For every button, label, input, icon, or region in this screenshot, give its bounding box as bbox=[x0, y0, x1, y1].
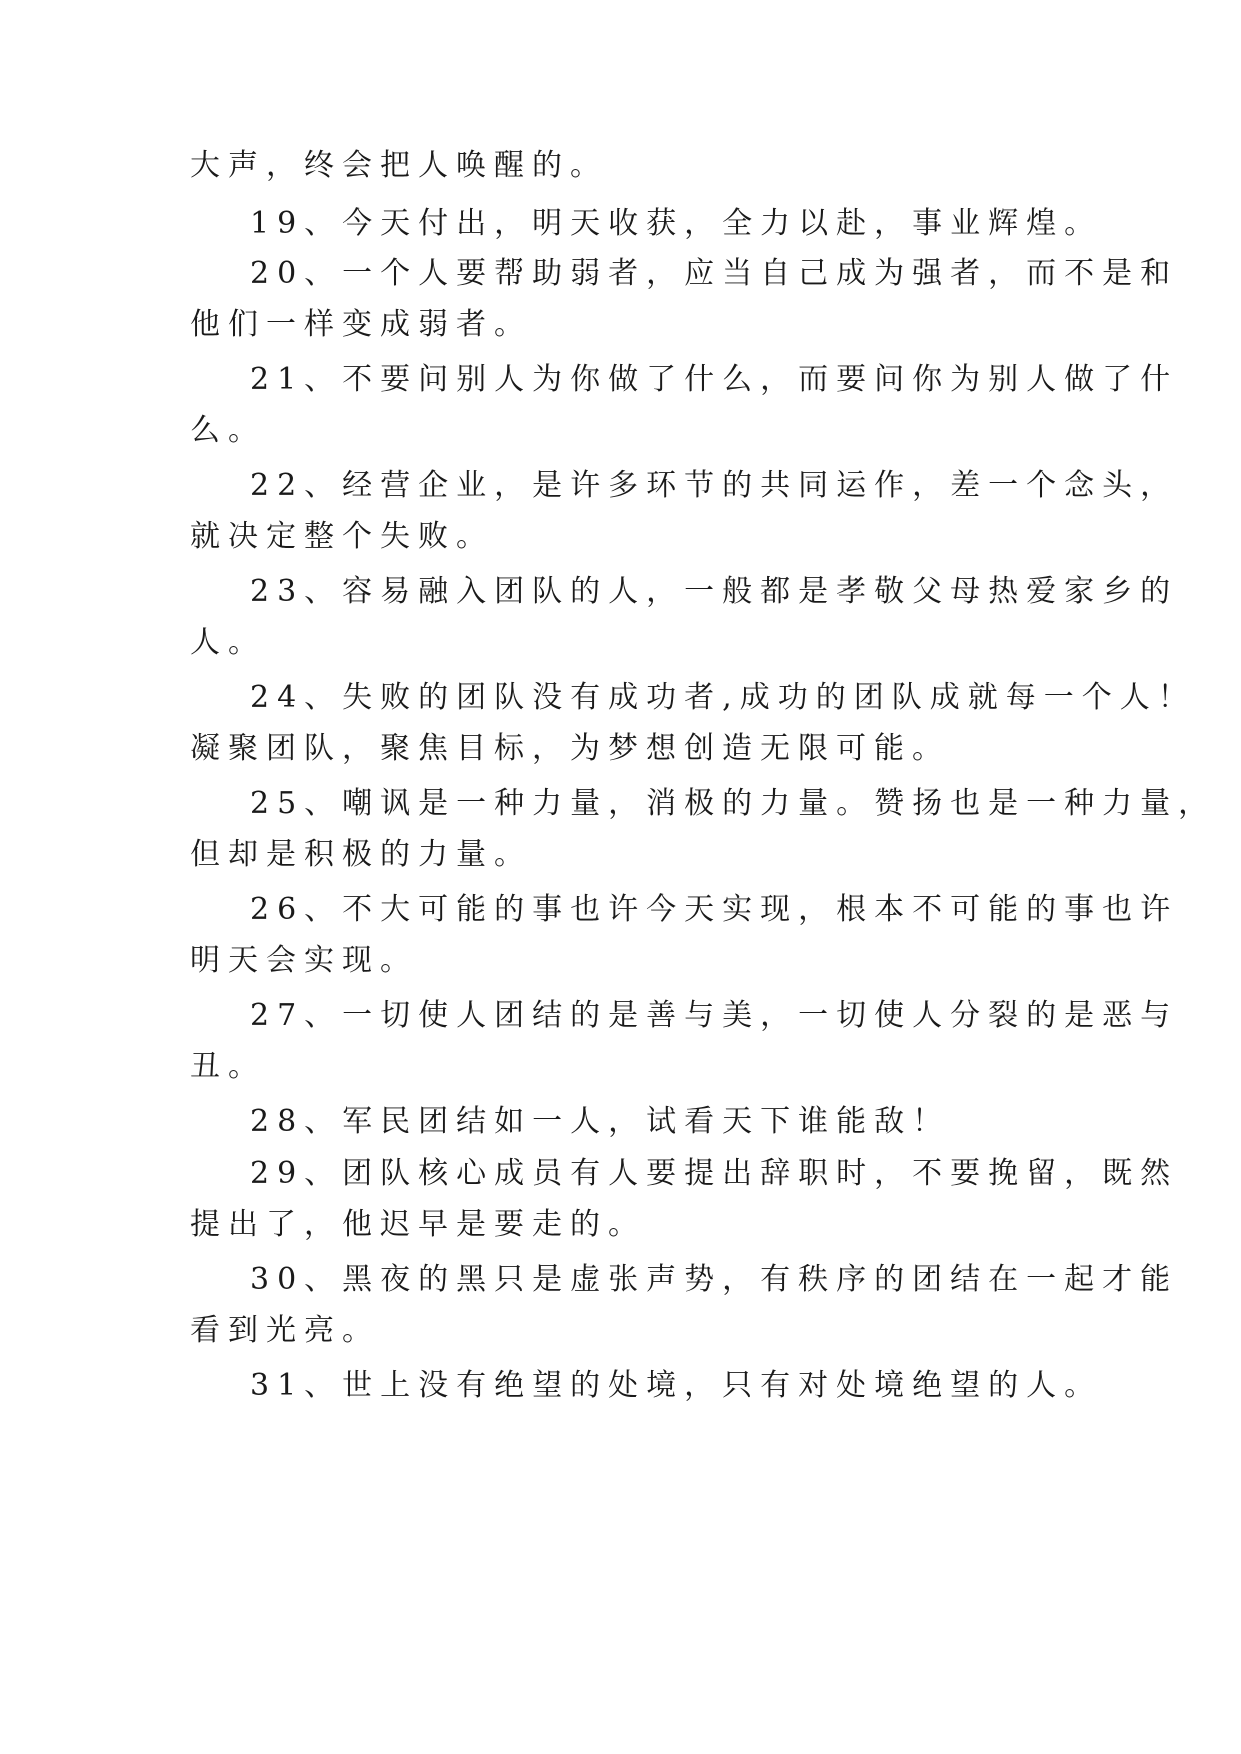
paragraph-line: 提出了，他迟早是要走的。 bbox=[190, 1207, 646, 1242]
paragraph-line: 丑。 bbox=[190, 1049, 266, 1084]
paragraph-line: 明天会实现。 bbox=[190, 943, 418, 978]
paragraph-line: 23、容易融入团队的人，一般都是孝敬父母热爱家乡的 bbox=[250, 574, 1179, 609]
paragraph-line: 大声，终会把人唤醒的。 bbox=[190, 148, 608, 183]
paragraph-line: 么。 bbox=[190, 413, 266, 448]
paragraph-line: 30、黑夜的黑只是虚张声势，有秩序的团结在一起才能 bbox=[250, 1262, 1179, 1297]
paragraph-line: 看到光亮。 bbox=[190, 1313, 380, 1348]
paragraph-line: 28、军民团结如一人，试看天下谁能敌！ bbox=[250, 1104, 951, 1139]
paragraph-line: 24、失败的团队没有成功者,成功的团队成就每一个人！ bbox=[250, 680, 1196, 715]
paragraph-line: 27、一切使人团结的是善与美，一切使人分裂的是恶与 bbox=[250, 998, 1179, 1033]
paragraph-line: 25、嘲讽是一种力量，消极的力量。赞扬也是一种力量， bbox=[250, 786, 1217, 821]
paragraph-line: 凝聚团队，聚焦目标，为梦想创造无限可能。 bbox=[190, 731, 950, 766]
paragraph-line: 就决定整个失败。 bbox=[190, 519, 494, 554]
paragraph-line: 21、不要问别人为你做了什么，而要问你为别人做了什 bbox=[250, 362, 1179, 397]
paragraph-line: 但却是积极的力量。 bbox=[190, 837, 532, 872]
paragraph-line: 26、不大可能的事也许今天实现，根本不可能的事也许 bbox=[250, 892, 1179, 927]
paragraph-line: 31、世上没有绝望的处境，只有对处境绝望的人。 bbox=[250, 1368, 1103, 1403]
paragraph-line: 人。 bbox=[190, 625, 266, 660]
paragraph-line: 22、经营企业，是许多环节的共同运作，差一个念头， bbox=[250, 468, 1179, 503]
paragraph-line: 20、一个人要帮助弱者，应当自己成为强者，而不是和 bbox=[250, 256, 1179, 291]
paragraph-line: 19、今天付出，明天收获，全力以赴，事业辉煌。 bbox=[250, 206, 1103, 241]
paragraph-line: 29、团队核心成员有人要提出辞职时，不要挽留，既然 bbox=[250, 1156, 1179, 1191]
paragraph-line: 他们一样变成弱者。 bbox=[190, 307, 532, 342]
